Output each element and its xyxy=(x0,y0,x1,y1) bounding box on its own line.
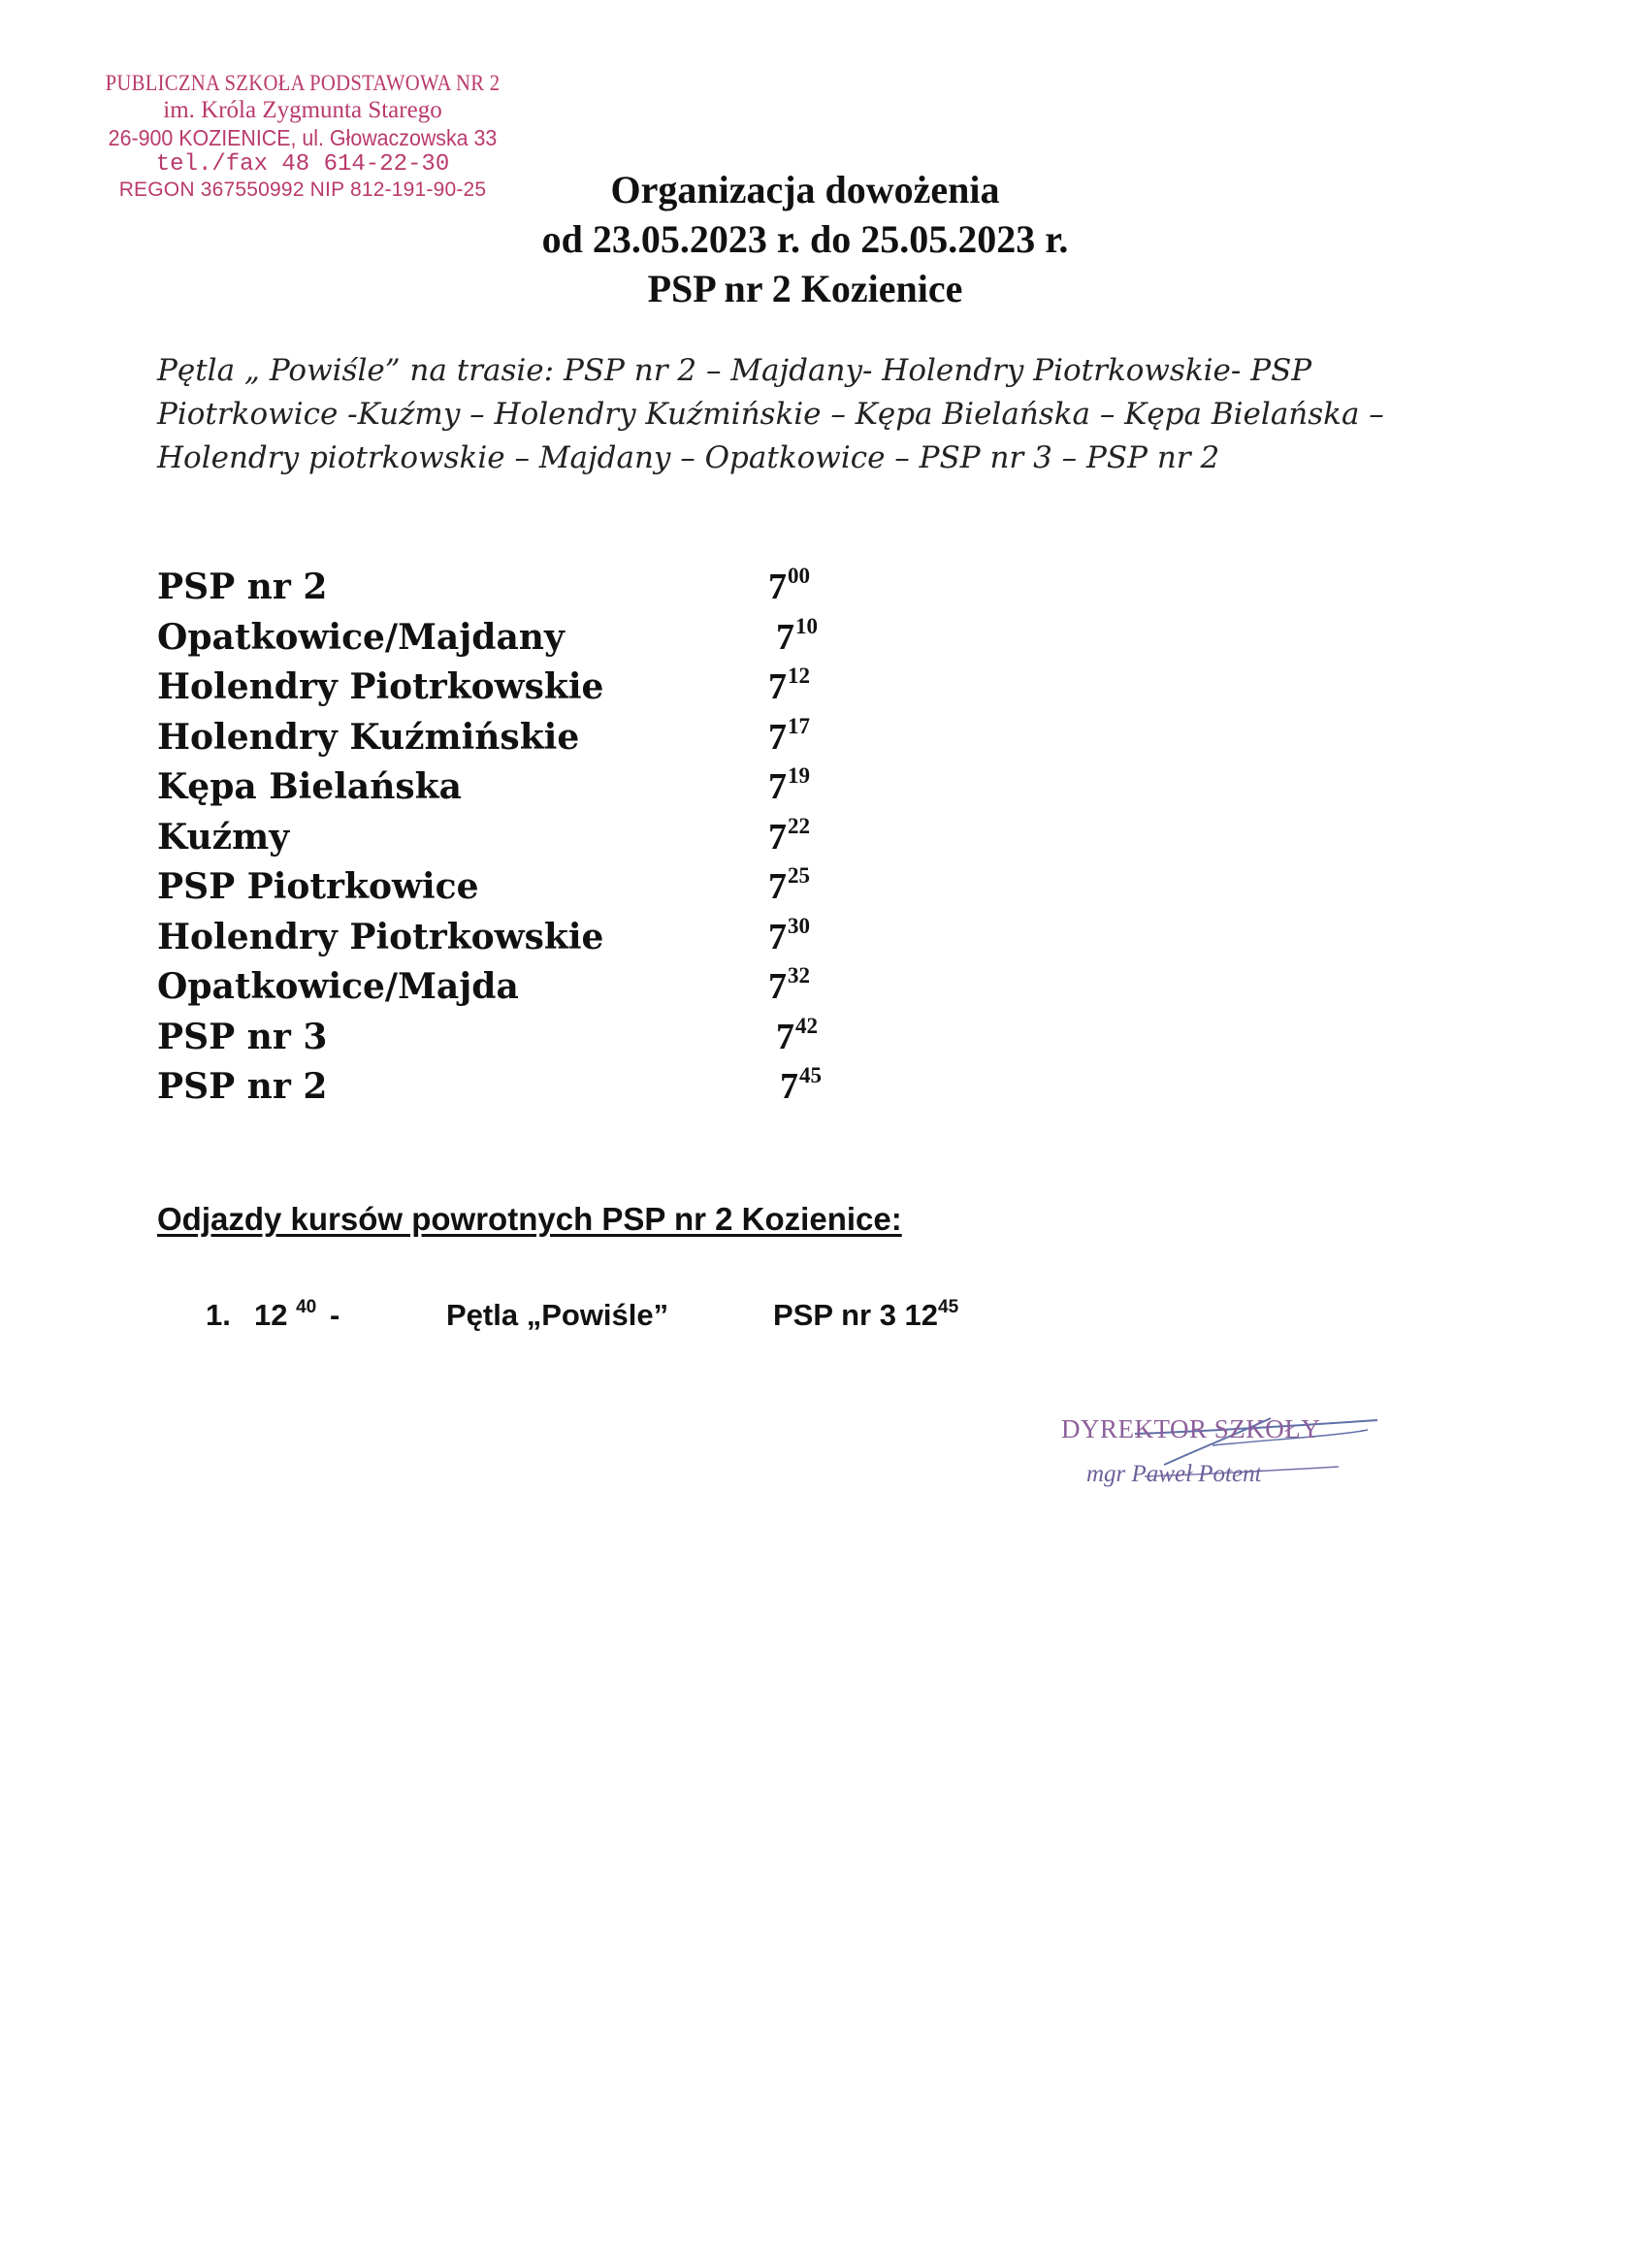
schedule-row xyxy=(157,1013,894,1063)
stop-time: $7^{25}$ xyxy=(768,863,810,907)
stop-name: PSP nr 2 xyxy=(157,567,328,607)
stop-name: PSP nr 2 xyxy=(157,1066,328,1107)
title-line-1: Organizacja dowożenia xyxy=(610,168,1000,211)
stop-time: $7^{10}$ xyxy=(776,613,818,658)
stop-name: Holendry Piotrkowskie xyxy=(157,916,604,957)
stamp-patron: im. Króla Zygmunta Starego xyxy=(163,97,442,124)
schedule-table xyxy=(157,563,894,1113)
stop-time: $7^{17}$ xyxy=(768,713,810,758)
schedule-row xyxy=(157,962,894,1013)
stop-name: Opatkowice/Majdany xyxy=(157,616,565,658)
schedule-row xyxy=(157,713,894,763)
schedule-row xyxy=(157,813,894,863)
stop-name: Kuźmy xyxy=(157,816,290,858)
stop-time: $7^{19}$ xyxy=(768,763,810,807)
title-school: PSP nr 2 Kozienice xyxy=(647,267,963,310)
schedule-row xyxy=(157,1062,894,1113)
stop-time: $7^{32}$ xyxy=(768,963,810,1007)
returns-heading: Odjazdy kursów powrotnych PSP nr 2 Kozienice: xyxy=(157,1201,902,1237)
stop-time: $7^{12}$ xyxy=(768,664,810,707)
stamp-regon-nip: REGON 367550992 NIP 812-191-90-25 xyxy=(118,178,487,202)
route-line-1: Pętla „ Powiśle” na trasie: PSP nr 2 – Majdany- Holendry Piotrkowskie- PSP xyxy=(157,353,1312,388)
schedule-row xyxy=(157,913,894,963)
stop-time: $7^{45}$ xyxy=(780,1063,822,1107)
return-dash: - xyxy=(330,1298,340,1332)
stop-name: Holendry Piotrkowskie xyxy=(157,666,604,707)
stop-name: PSP nr 3 xyxy=(157,1016,328,1057)
signature-title: DYREKTOR SZKOŁY xyxy=(1061,1414,1321,1443)
schedule-row xyxy=(157,762,894,813)
stamp-school-name: PUBLICZNA SZKOŁA PODSTAWOWA NR 2 xyxy=(105,71,501,95)
return-departure-time: 12 $^{40}$ xyxy=(254,1297,317,1332)
title-date-range: od 23.05.2023 r. do 25.05.2023 r. xyxy=(541,217,1069,261)
route-description xyxy=(157,349,1457,480)
schedule-row xyxy=(157,862,894,913)
stop-time: $7^{00}$ xyxy=(768,564,810,607)
route-line-3: Holendry piotrkowskie – Majdany – Opatkowice – PSP nr 3 – PSP nr 2 xyxy=(157,440,1220,475)
route-line-2: Piotrkowice -Kuźmy – Holendry Kuźmińskie – Kępa Bielańska – Kępa Bielańska – xyxy=(157,397,1384,432)
stop-time: $7^{42}$ xyxy=(776,1013,818,1057)
schedule-row xyxy=(157,663,894,713)
schedule-row xyxy=(157,563,894,613)
schedule-row xyxy=(157,613,894,664)
stop-name: Opatkowice/Majda xyxy=(157,966,519,1007)
document-title xyxy=(407,165,1203,313)
return-trip-row xyxy=(206,1292,1079,1339)
signature-name: mgr Paweł Potent xyxy=(1086,1461,1262,1487)
stop-name: Kępa Bielańska xyxy=(157,766,462,807)
return-number: 1. xyxy=(206,1298,231,1332)
return-loop-name: Pętla „Powiśle” xyxy=(446,1298,669,1332)
stop-time: $7^{22}$ xyxy=(768,813,810,858)
stamp-address: 26-900 KOZIENICE, ul. Głowaczowska 33 xyxy=(108,124,498,150)
director-signature xyxy=(1048,1397,1397,1513)
stop-name: Holendry Kuźmińskie xyxy=(157,716,580,758)
stop-time: $7^{30}$ xyxy=(768,913,810,957)
stamp-phone: tel./fax 48 614-22-30 xyxy=(155,150,450,178)
stop-name: PSP Piotrkowice xyxy=(157,866,479,907)
return-stop-time: PSP nr 3 $12^{45}$ xyxy=(773,1297,959,1332)
